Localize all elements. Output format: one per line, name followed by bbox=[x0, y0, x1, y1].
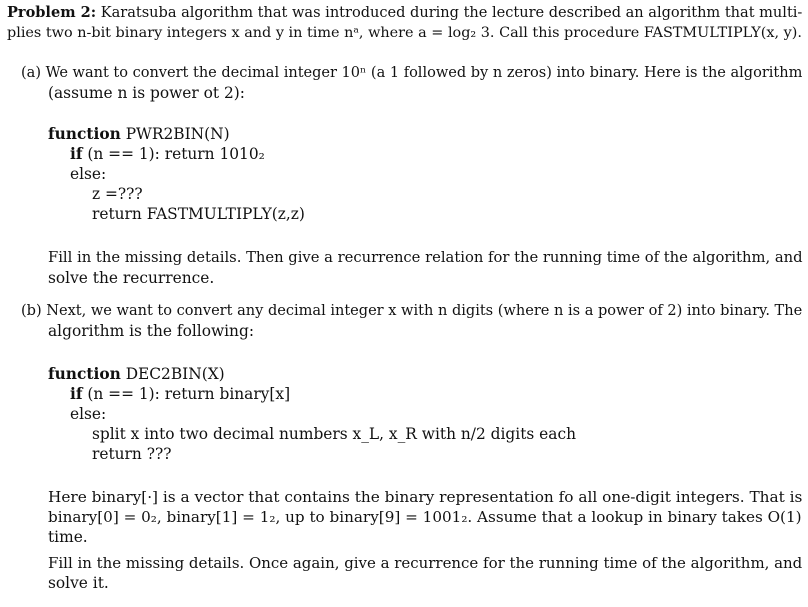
pwr2bin-assign-line: z =??? bbox=[92, 185, 143, 203]
pwr2bin-if-line bbox=[70, 144, 265, 164]
part-a-line-2: (assume n is power ot 2): bbox=[48, 84, 245, 102]
problem-label: Problem 2: bbox=[7, 4, 97, 21]
problem-text-1: Karatsuba algorithm that was introduced during the lecture described an algorithm that multi- bbox=[100, 5, 803, 21]
part-b-line-1: (b) Next, we want to convert any decimal integer x with n digits (where n is a power of 2) into binary. The bbox=[21, 303, 803, 319]
dec2bin-if-condition: (n == 1): return binary[x] bbox=[87, 385, 291, 403]
part-b-here-line-2: binary[0] = 0₂, binary[1] = 1₂, up to binary[9] = 1001₂. Assume that a lookup in binary takes O(1) bbox=[48, 508, 802, 526]
part-a-line-1: (a) We want to convert the decimal integer 10ⁿ (a 1 followed by n zeros) into binary. Here is the algorithm bbox=[21, 65, 803, 81]
pwr2bin-if-keyword: if bbox=[70, 145, 83, 163]
dec2bin-return-line: return ??? bbox=[92, 445, 172, 463]
dec2bin-if-line bbox=[70, 384, 290, 404]
part-b-here-line-1: Here binary[·] is a vector that contains the binary representation fo all one-digit integers. That is bbox=[48, 488, 803, 506]
part-b-here-line-3: time. bbox=[48, 528, 88, 546]
problem-line-1 bbox=[7, 3, 802, 23]
part-b-line-2: algorithm is the following: bbox=[48, 322, 255, 340]
dec2bin-if-keyword: if bbox=[70, 385, 83, 403]
dec2bin-function-keyword: function bbox=[48, 365, 121, 383]
dec2bin-signature bbox=[48, 364, 225, 384]
pwr2bin-if-condition: (n == 1): return 1010₂ bbox=[87, 145, 265, 163]
dec2bin-function-name: DEC2BIN(X) bbox=[125, 365, 225, 383]
part-a-fill-line-1: Fill in the missing details. Then give a recurrence relation for the running time of the algorithm, and bbox=[48, 249, 803, 266]
pwr2bin-function-keyword: function bbox=[48, 125, 121, 143]
pwr2bin-function-name: PWR2BIN(N) bbox=[125, 125, 230, 143]
pwr2bin-signature bbox=[48, 124, 230, 144]
dec2bin-split-line: split x into two decimal numbers x_L, x_R with n/2 digits each bbox=[92, 425, 576, 443]
part-b-fill-line-1: Fill in the missing details. Once again, give a recurrence for the running time of the algorithm, and bbox=[48, 554, 803, 572]
dec2bin-else-line: else: bbox=[70, 405, 107, 423]
pwr2bin-return-line: return FASTMULTIPLY(z,z) bbox=[92, 205, 305, 223]
part-a-fill-line-2: solve the recurrence. bbox=[48, 269, 215, 287]
pwr2bin-else-line: else: bbox=[70, 165, 107, 183]
part-b-fill-line-2: solve it. bbox=[48, 574, 109, 592]
problem-line-2: plies two n-bit binary integers x and y in time nᵃ, where a = log₂ 3. Call this procedure FASTMULTIPLY(x, y). bbox=[7, 25, 802, 41]
